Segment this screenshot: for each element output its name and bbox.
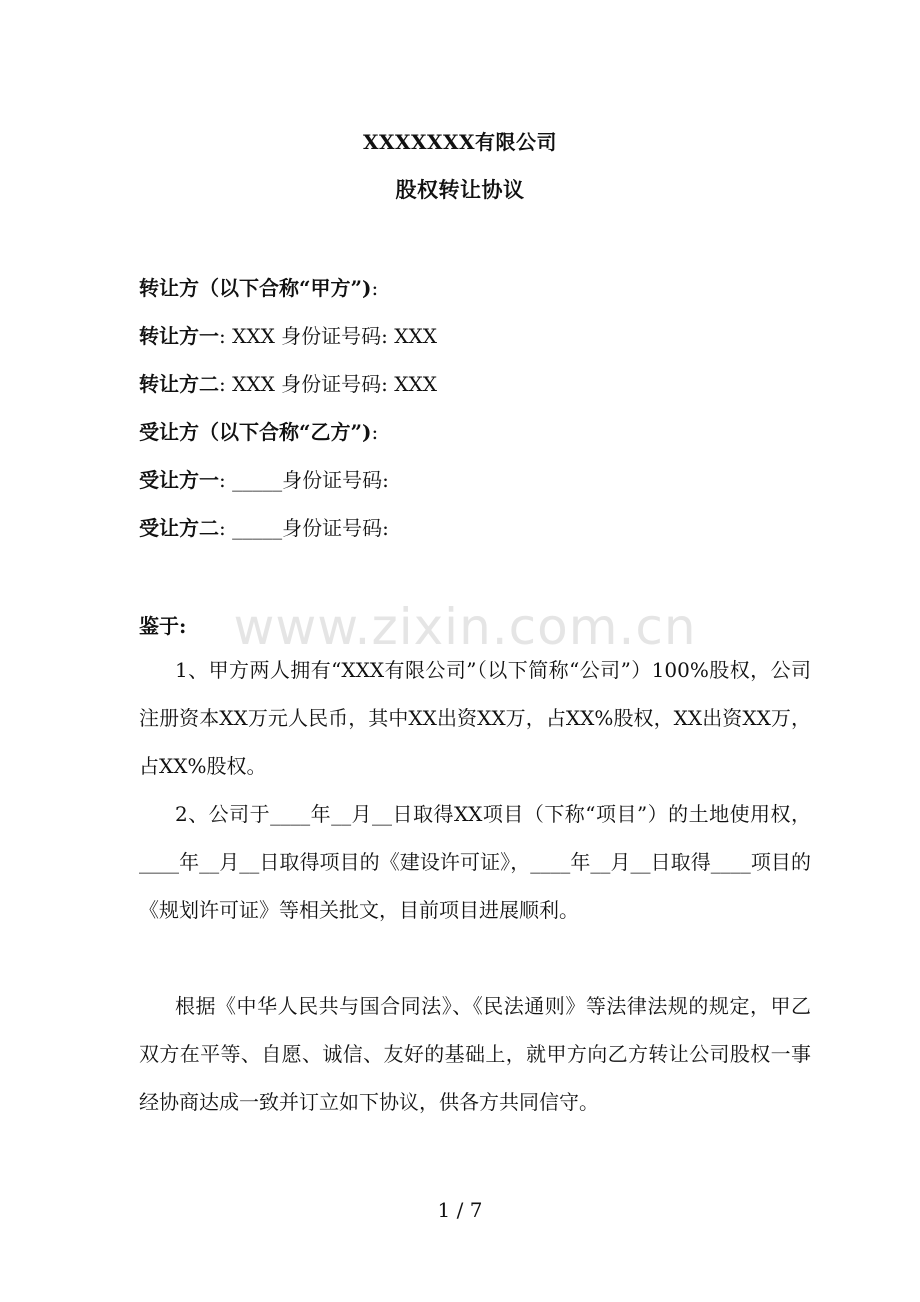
transferee-header-colon: :: [371, 420, 379, 444]
transferee-one: [139, 464, 389, 493]
recital-paragraph-2: 2、公司于____年__月__日取得XX项目（下称“项目”）的土地使用权，____年__月__日取得项目的《建设许可证》，____年__月__日取得____项目的《规划许可证》等相关批文，目前项目进展顺利。: [139, 802, 811, 922]
transferor-header-colon: :: [371, 276, 379, 300]
transferee-two-label: 受让方二: [139, 516, 219, 540]
transferee-header-label: 受让方（以下合称“乙方”): [139, 420, 372, 444]
transferor-two-label: 转让方二: [139, 372, 219, 396]
transferor-two-info: : XXX 身份证号码: XXX: [219, 372, 437, 396]
recital-paragraph-1: 1、甲方两人拥有“XXX有限公司”（以下简称“公司”）100%股权，公司注册资本XX万元人民币，其中XX出资XX万，占XX%股权，XX出资XX万，占XX%股权。: [139, 658, 811, 778]
agreement-title: 股权转让协议: [395, 177, 525, 202]
transferor-one: [139, 320, 437, 349]
page-number: 1 / 7: [437, 1198, 483, 1222]
watermark: www.zixin.com.cn: [233, 598, 697, 656]
company-name: XXXXXXX有限公司: [362, 130, 558, 154]
transferee-one-label: 受让方一: [139, 468, 219, 492]
transferee-one-info: : _____身份证号码:: [219, 468, 389, 492]
transferee-header: [139, 416, 378, 445]
transferor-one-info: : XXX 身份证号码: XXX: [219, 324, 437, 348]
recitals-heading: 鉴于:: [139, 614, 187, 638]
transferee-two-info: : _____身份证号码:: [219, 516, 389, 540]
transferor-one-label: 转让方一: [139, 324, 219, 348]
recital-paragraph-3: 根据《中华人民共与国合同法》、《民法通则》等法律法规的规定，甲乙双方在平等、自愿、诚信、友好的基础上，就甲方向乙方转让公司股权一事经协商达成一致并订立如下协议，供各方共同信守。: [139, 994, 811, 1114]
transferor-header-label: 转让方（以下合称“甲方”): [139, 276, 372, 300]
transferee-two: [139, 512, 389, 541]
transferor-two: [139, 368, 437, 397]
transferor-header: [139, 272, 378, 301]
